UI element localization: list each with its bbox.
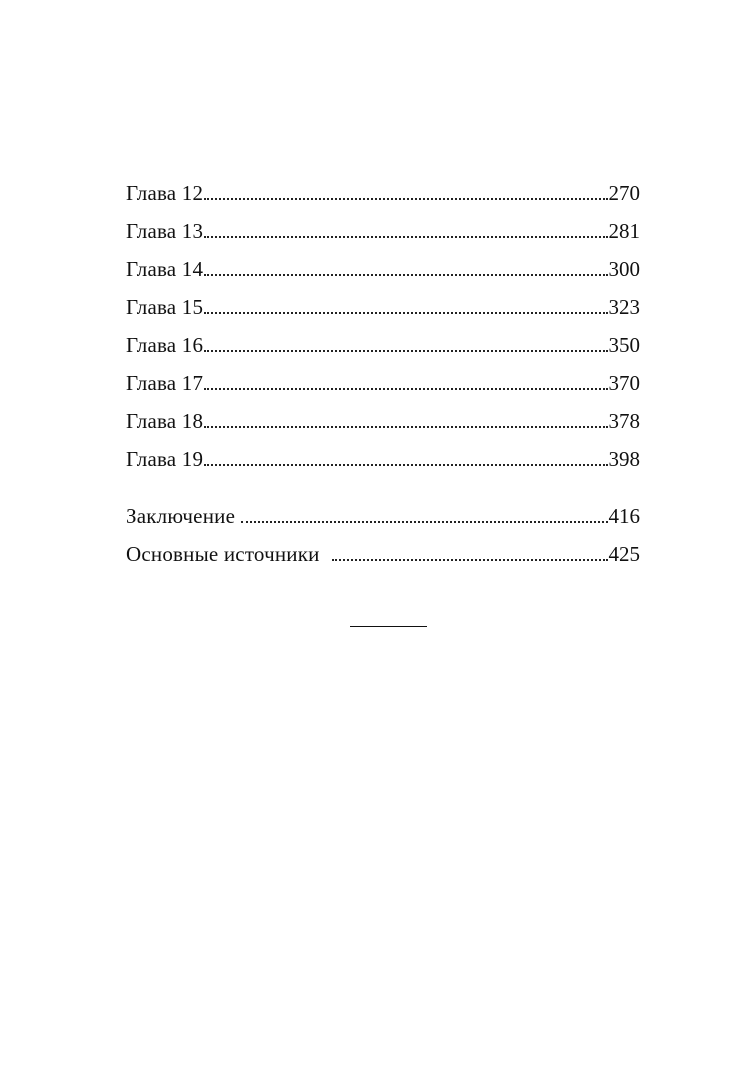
section-divider-rule xyxy=(350,626,427,627)
toc-entry-page: 350 xyxy=(608,333,640,357)
toc-entry-page: 416 xyxy=(608,504,640,528)
toc-entry-title: Заключение xyxy=(126,504,236,528)
toc-entry-title: Глава 17 xyxy=(126,371,204,395)
toc-entry-chapter-12 xyxy=(126,167,640,205)
toc-entry-chapter-15 xyxy=(126,281,640,319)
toc-entry-chapter-16 xyxy=(126,319,640,357)
dot-leader xyxy=(204,198,607,200)
toc-entry-title: Основные источники xyxy=(126,542,320,566)
toc-entry-page: 398 xyxy=(608,447,640,471)
toc-entry-title: Глава 19 xyxy=(126,447,204,471)
toc-entry-page: 370 xyxy=(608,371,640,395)
toc-entry-title: Глава 12 xyxy=(126,181,204,205)
dot-leader xyxy=(204,236,607,238)
toc-entry-chapter-17 xyxy=(126,357,640,395)
dot-leader xyxy=(204,274,607,276)
dot-leader xyxy=(241,521,607,523)
table-of-contents xyxy=(126,167,640,566)
toc-entry-page: 300 xyxy=(608,257,640,281)
toc-entry-page: 270 xyxy=(608,181,640,205)
toc-entry-chapter-13 xyxy=(126,205,640,243)
toc-entry-title: Глава 16 xyxy=(126,333,204,357)
dot-leader xyxy=(204,388,607,390)
toc-entry-chapter-14 xyxy=(126,243,640,281)
toc-entry-title: Глава 14 xyxy=(126,257,204,281)
toc-entry-page: 323 xyxy=(608,295,640,319)
toc-entry-page: 425 xyxy=(608,542,640,566)
toc-section-gap xyxy=(126,471,640,490)
dot-leader xyxy=(204,312,607,314)
toc-entry-page: 378 xyxy=(608,409,640,433)
dot-leader xyxy=(332,559,608,561)
dot-leader xyxy=(204,464,607,466)
dot-leader xyxy=(204,426,607,428)
toc-entry-title: Глава 15 xyxy=(126,295,204,319)
toc-entry-chapter-19 xyxy=(126,433,640,471)
dot-leader xyxy=(204,350,607,352)
toc-entry-main-sources xyxy=(126,528,640,566)
toc-entry-conclusion xyxy=(126,490,640,528)
toc-entry-page: 281 xyxy=(608,219,640,243)
toc-entry-title: Глава 13 xyxy=(126,219,204,243)
toc-entry-title: Глава 18 xyxy=(126,409,204,433)
toc-entry-chapter-18 xyxy=(126,395,640,433)
